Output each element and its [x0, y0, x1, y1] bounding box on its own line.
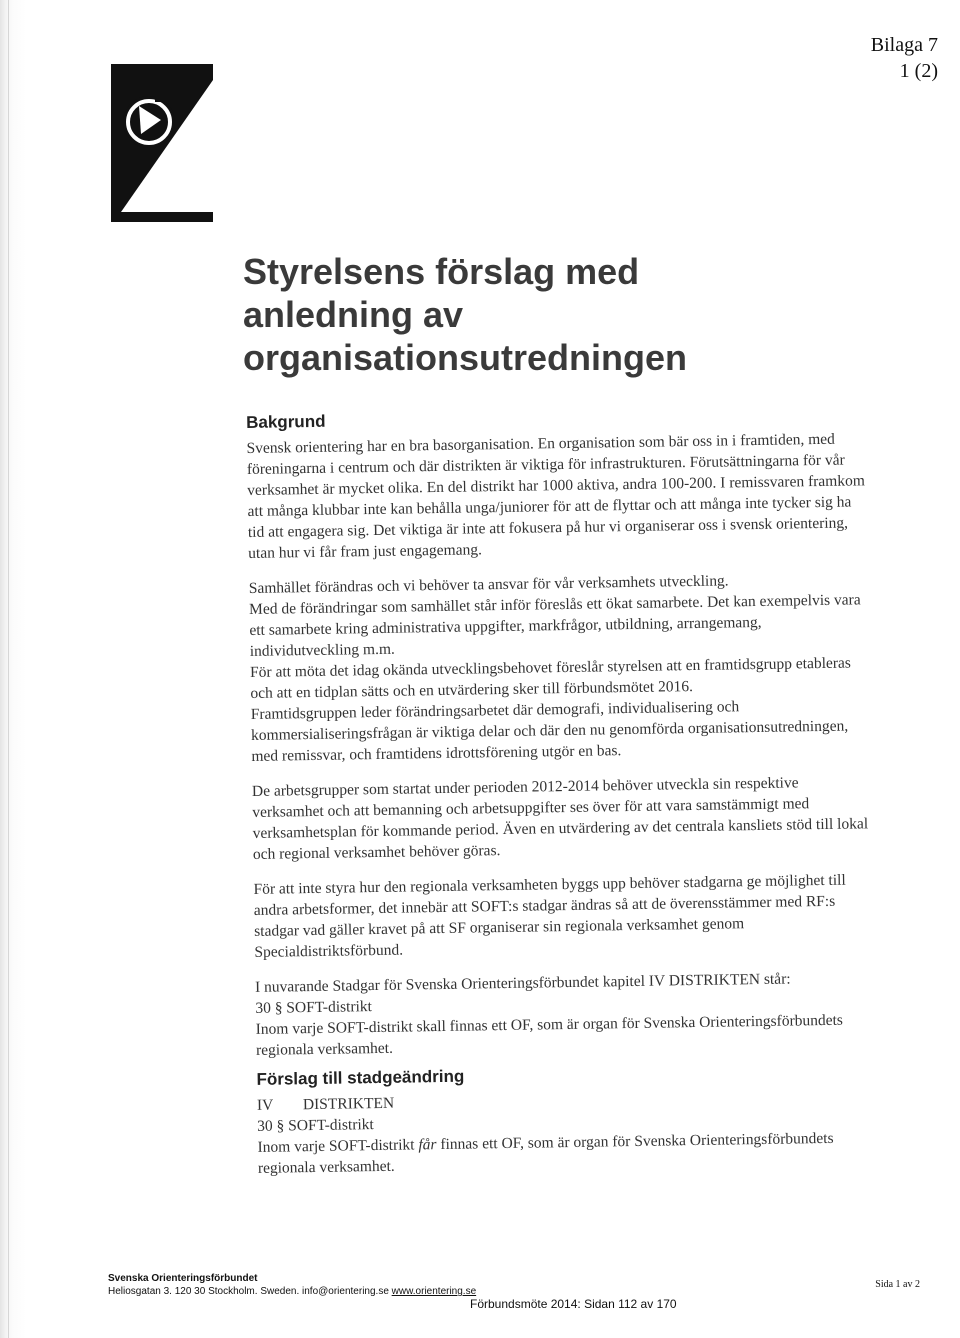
footer-org: Svenska Orienteringsförbundet: [108, 1273, 258, 1284]
footer-contact: [108, 1272, 476, 1298]
footer-website-link[interactable]: www.orientering.se: [391, 1286, 477, 1297]
footer-meeting-page: Förbundsmöte 2014: Sidan 112 av 170: [470, 1297, 677, 1311]
bakgrund-paragraph-2-line-1: Samhället förändras och vi behöver ta ansvar för vår verksamhets utveckling.: [248, 572, 729, 597]
stadgar-current-text: Inom varje SOFT-distrikt skall finnas ett OF, som är organ för Svenska Orienteringsförbundets regionala verksamhet.: [255, 1011, 844, 1059]
forslag-text-italic: får: [418, 1136, 437, 1154]
footer-address-line: [108, 1285, 476, 1298]
forslag-heading: Förslag till stadgeändring: [256, 1066, 465, 1089]
forslag-text-after: finnas ett OF, som är organ för Svenska Orienteringsförbundets regionala verksamhet.: [257, 1129, 834, 1177]
svensk-orientering-logo: [111, 64, 213, 269]
forslag-chapter-name: DISTRIKTEN: [302, 1094, 395, 1114]
forslag-text: [257, 1127, 878, 1179]
bakgrund-paragraph-4: För att inte styra hur den regionala verksamheten byggs upp behöver stadgarna ge möjlighet till andra arbetsformer, det innebär att SOFT:s stadgar ändras så att de överensstämmer med RF:s stadgar vad gäller kravet på att SF organiserar sin regionala verksamhet genom Specialdistriktsförbund.: [253, 871, 846, 961]
bakgrund-paragraph-1: Svensk orientering har en bra basorganisation. En organisation som bär oss in i framtiden, med föreningarna i centrum och där distrikten är viktiga för infrastrukturen. Förutsättningarna för vår verksamhet är mycket olika. En del distrikt har 1000 aktiva, andra 100-200. I remissvaren framkom att många klubbar inte kan behålla unga/juniorer för att de flyttar och att många inte tycker sig ha tid att engagera sig. Det viktiga är inte att fokusera på hur vi organiserar oss i svensk orientering, utan hur vi får fram just engagemang.: [246, 430, 865, 562]
logo-word-orientering: ORIENTERING: [125, 258, 199, 269]
page-title: [243, 250, 843, 379]
forslag-text-before: Inom varje SOFT-distrikt: [257, 1136, 419, 1156]
title-line-1: Styrelsens förslag med: [243, 251, 640, 292]
compass-needle-icon: [111, 64, 213, 224]
bakgrund-paragraph-3: De arbetsgrupper som startat under perioden 2012-2014 behöver utveckla sin respektive verksamhet och att bemanning och arbetsuppgifter ses över för att vara samstämmigt med verksamhetsplan för kommande period. Även en utvärdering av det centrala kansliets stöd till lokal och regional verksamhet behöver göras.: [251, 774, 869, 863]
forslag-section: 30 § SOFT-distrikt: [257, 1116, 374, 1135]
bakgrund-paragraph-2-line-2: Med de förändringar som samhället står inför föreslås ett ökat samarbete. Det kan exempelvis vara ett samarbete kring administrativa uppgifter, markfrågor, utbildning, arrangemang, individutveckling m.m.: [248, 591, 861, 660]
title-line-3: organisationsutredningen: [243, 337, 688, 378]
forslag-chapter-number: IV: [256, 1096, 274, 1114]
document-body: [246, 402, 878, 1179]
footer-address: Heliosgatan 3. 120 30 Stockholm. Sweden. info@orientering.se: [108, 1286, 392, 1297]
scan-edge: [0, 0, 26, 1338]
logo-word-svensk: SVENSK: [115, 232, 209, 257]
bakgrund-paragraph-2-line-3: För att möta det idag okända utvecklingsbehovet föreslår styrelsen att en framtidsgrupp etableras och att en tidplan sätts och en utvärdering sker till förbundsmötet 2016.: [249, 654, 852, 702]
stadgar-current-section: 30 § SOFT-distrikt: [255, 998, 373, 1017]
bilaga-number: Bilaga 7: [870, 34, 938, 56]
title-line-2: anledning av: [243, 294, 464, 335]
stadgar-current-intro: I nuvarande Stadgar för Svenska Orienteringsförbundet kapitel IV DISTRIKTEN står:: [254, 970, 791, 996]
bakgrund-paragraph-2-line-4: Framtidsgruppen leder förändringsarbetet där demografi, individualisering och kommersialiseringsfrågan är viktiga delar och där den nu genomförda organisationsutredningen, med remissvar, och framtidens idrottsförening utgör en bas.: [250, 698, 849, 765]
footer-page-number: Sida 1 av 2: [875, 1279, 920, 1290]
page-of: 1 (2): [899, 60, 938, 82]
bakgrund-heading: Bakgrund: [246, 411, 326, 432]
attachment-label: [871, 32, 938, 84]
